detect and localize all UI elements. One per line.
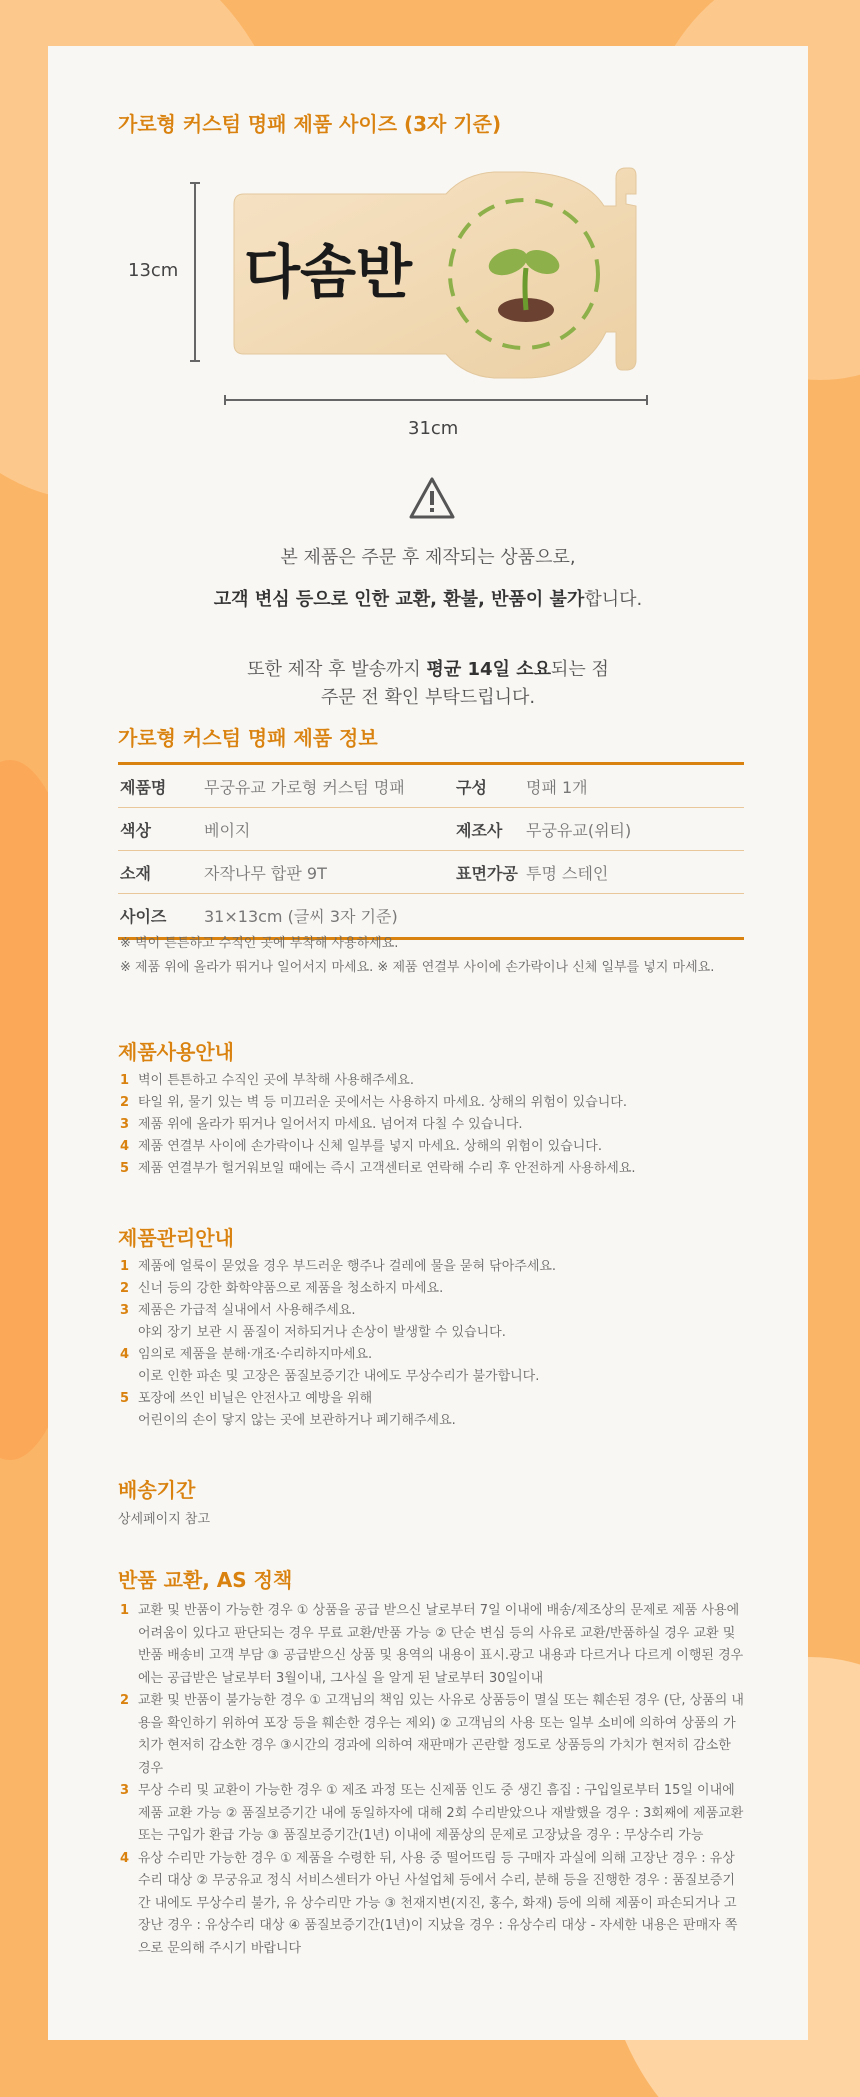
size-section-title: 가로형 커스텀 명패 제품 사이즈 (3자 기준) (118, 112, 502, 136)
height-dimension-line (194, 182, 196, 362)
info-value: 31×13cm (글씨 3자 기준) (204, 907, 398, 926)
table-row (118, 808, 744, 851)
plaque-text: 다솜반 (244, 238, 413, 306)
info-note: ※ 벽이 튼튼하고 수직인 곳에 부착해 사용하세요. (120, 936, 399, 951)
width-dimension-line (224, 399, 648, 401)
height-label: 13cm (128, 260, 179, 281)
info-key: 소재 (120, 863, 151, 883)
list-item: 2 교환 및 반품이 불가능한 경우 ① 고객님의 책임 있는 사유로 상품등이 멸실 또는 훼손된 경우 (단, 상품의 내용을 확인하기 위하여 포장 등을 훼손한 경우는 제외) ② 고객님의 사용 또는 일부 소비에 의하여 상품의 가치가 현저히 감소한 경우 ③시간의 경과에 의하여 재판매가 곤란할 정도로 상품등의 가치가 현저히 감소한 경우 (120, 1693, 744, 1776)
info-key: 표면가공 (456, 863, 518, 883)
notice-line: 본 제품은 주문 후 제작되는 상품으로, (280, 547, 576, 568)
list-item-sub: 이로 인한 파손 및 고장은 품질보증기간 내에도 무상수리가 불가합니다. (138, 1369, 540, 1384)
list-item: 1 교환 및 반품이 가능한 경우 ① 상품을 공급 받으신 날로부터 7일 이내에 배송/제조상의 문제로 제품 사용에 어려움이 있다고 판단되는 경우 무료 교환/반품 가능 ② 단순 변심 등의 사유로 교환/반품하실 경우 교환 및 반품 배송비 고객 부담 ③ 공급받으신 상품 및 용역의 내용이 표시.광고 내용과 다르거나 다르게 이행된 경우에는 공급받은 날로부터 3월이내, 그사실 을 알게 된 날로부터 30일이내 (120, 1603, 744, 1686)
table-row (118, 851, 744, 894)
list-item: 1 제품에 얼룩이 묻었을 경우 부드러운 행주나 걸레에 물을 묻혀 닦아주세요. (120, 1259, 557, 1274)
info-value: 무궁유교(위티) (526, 820, 632, 840)
list-item: 5 포장에 쓰인 비닐은 안전사고 예방을 위해 (120, 1391, 373, 1406)
notice-line: 주문 전 확인 부탁드립니다. (320, 687, 536, 708)
shipping-section-title: 배송기간 (118, 1478, 196, 1502)
list-item: 2 타일 위, 물기 있는 벽 등 미끄러운 곳에서는 사용하지 마세요. 상해의 위험이 있습니다. (120, 1095, 627, 1110)
list-item: 3 제품 위에 올라가 뛰거나 일어서지 마세요. 넘어져 다칠 수 있습니다. (120, 1117, 523, 1132)
list-item: 3 무상 수리 및 교환이 가능한 경우 ① 제조 과정 또는 신제품 인도 중 생긴 흠집 : 구입일로부터 15일 이내에 제품 교환 가능 ② 품질보증기간 내에 동일하자에 대해 2회 수리받았으나 재발했을 경우 : 3회째에 제품교환 또는 구입가 환급 가능 ③ 품질보증기간(1년) 이내에 제품상의 문제로 고장났을 경우 : 무상수리 가능 (120, 1783, 744, 1843)
info-value: 무궁유교 가로형 커스텀 명패 (204, 777, 405, 797)
warning-icon (408, 476, 456, 520)
notice-line: 고객 변심 등으로 인한 교환, 환불, 반품이 불가합니다. (213, 589, 643, 610)
info-section-title: 가로형 커스텀 명패 제품 정보 (118, 726, 378, 750)
product-info-table (118, 762, 744, 940)
info-key: 제조사 (456, 820, 503, 840)
info-key: 사이즈 (120, 907, 167, 926)
list-item: 2 신너 등의 강한 화학약품으로 제품을 청소하지 마세요. (120, 1281, 444, 1296)
width-label: 31cm (408, 418, 459, 439)
table-row (118, 894, 744, 937)
info-key: 구성 (456, 777, 487, 797)
list-item: 4 제품 연결부 사이에 손가락이나 신체 일부를 넣지 마세요. 상해의 위험이 있습니다. (120, 1139, 603, 1154)
care-section-title: 제품관리안내 (118, 1226, 234, 1250)
info-key: 제품명 (120, 777, 167, 797)
list-item-sub: 야외 장기 보관 시 품질이 저하되거나 손상이 발생할 수 있습니다. (138, 1325, 506, 1340)
list-item: 4 임의로 제품을 분해·개조·수리하지마세요. (120, 1347, 373, 1362)
shipping-text: 상세페이지 참고 (118, 1512, 211, 1527)
list-item: 5 제품 연결부가 헐거워보일 때에는 즉시 고객센터로 연락해 수리 후 안전하게 사용하세요. (120, 1161, 636, 1176)
info-value: 명패 1개 (526, 777, 588, 797)
plaque-illustration (224, 164, 644, 384)
list-item-sub: 어린이의 손이 닿지 않는 곳에 보관하거나 폐기해주세요. (138, 1413, 456, 1428)
info-note: ※ 제품 위에 올라가 뛰거나 일어서지 마세요. ※ 제품 연결부 사이에 손가락이나 신체 일부를 넣지 마세요. (120, 960, 715, 975)
list-item: 1 벽이 튼튼하고 수직인 곳에 부착해 사용해주세요. (120, 1073, 414, 1088)
as-section-title: 반품 교환, AS 정책 (118, 1568, 293, 1592)
list-item: 3 제품은 가급적 실내에서 사용해주세요. (120, 1303, 356, 1318)
as-policy-list (120, 1600, 746, 1960)
care-list (120, 1256, 750, 1432)
detail-card (48, 46, 808, 2040)
info-value: 투명 스테인 (526, 863, 609, 883)
info-value: 베이지 (204, 820, 251, 840)
usage-section-title: 제품사용안내 (118, 1040, 234, 1064)
table-row (118, 765, 744, 808)
list-item: 4 유상 수리만 가능한 경우 ① 제품을 수령한 뒤, 사용 중 떨어뜨림 등 구매자 과실에 의해 고장난 경우 : 유상수리 대상 ② 무궁유교 정식 서비스센터가 아닌 사설업체 등에서 수리, 분해 등을 진행한 경우 : 품질보증기간 내에도 무상수리 불가, 유 상수리만 가능 ③ 천재지변(지진, 홍수, 화재) 등에 의해 제품이 파손되거나 고장난 경우 : 유상수리 대상 ④ 품질보증기간(1년)이 지났을 경우 : 유상수리 대상 - 자세한 내용은 판매자 쪽으로 문의해 주시기 바랍니다 (120, 1850, 738, 1956)
usage-list (120, 1070, 750, 1180)
notice-line: 또한 제작 후 발송까지 평균 14일 소요되는 점 (247, 659, 609, 680)
info-value: 자작나무 합판 9T (204, 863, 327, 883)
info-key: 색상 (120, 820, 151, 840)
